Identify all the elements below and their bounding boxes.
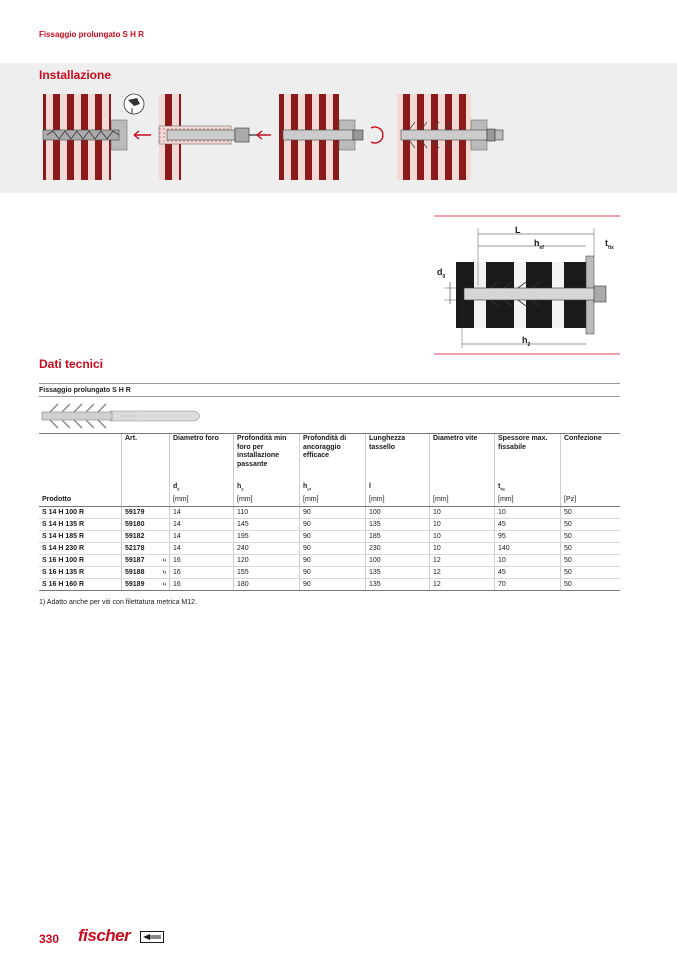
cell-hef: 90 xyxy=(300,578,366,590)
table-row xyxy=(39,530,620,542)
cell-screw: 10 xyxy=(430,530,495,542)
step-1-drill xyxy=(43,94,151,180)
technical-data-title: Dati tecnici xyxy=(39,357,104,371)
cell-hef: 90 xyxy=(300,554,366,566)
col-head-pack: Confezione xyxy=(561,434,621,483)
cell-pack: 50 xyxy=(561,578,621,590)
col-sym-product xyxy=(39,482,122,495)
installation-title: Installazione xyxy=(39,68,112,82)
cell-screw: 12 xyxy=(430,578,495,590)
col-unit-screw: [mm] xyxy=(430,495,495,507)
table-header-symbols xyxy=(39,482,620,495)
page-number: 330 xyxy=(39,932,60,946)
cell-d0: 14 xyxy=(170,530,234,542)
col-unit-pack: [Pz] xyxy=(561,495,621,507)
footnote-marker: 1) xyxy=(162,568,166,574)
cell-h2: 155 xyxy=(234,566,300,578)
dim-label-hef: $h_{ef}$ xyxy=(534,238,544,251)
cell-l: 135 xyxy=(366,578,430,590)
dim-label-h2: $h_2$ xyxy=(522,335,531,348)
cell-hef: 90 xyxy=(300,530,366,542)
step-2-insert-anchor xyxy=(159,94,271,180)
cell-product: S 16 H 135 R xyxy=(39,566,122,578)
cell-hef: 90 xyxy=(300,506,366,518)
brand-logo-icon xyxy=(140,931,164,943)
installation-steps-illustration xyxy=(39,92,519,182)
anchor-product-image xyxy=(40,402,205,430)
col-sym-h2: $h_2$ xyxy=(234,482,300,495)
cell-d0: 14 xyxy=(170,542,234,554)
table-row xyxy=(39,578,620,590)
cell-h2: 240 xyxy=(234,542,300,554)
cell-product: S 16 H 160 R xyxy=(39,578,122,590)
cell-tfix: 45 xyxy=(495,518,561,530)
brand-logo: fischer xyxy=(78,926,131,945)
header-title: Fissaggio prolungato S H R xyxy=(39,30,144,39)
table-row xyxy=(39,542,620,554)
col-head-product xyxy=(39,434,122,483)
col-sym-length: l xyxy=(366,482,430,495)
col-unit-h2: [mm] xyxy=(234,495,300,507)
product-bar: Fissaggio prolungato S H R xyxy=(39,383,620,397)
cell-h2: 195 xyxy=(234,530,300,542)
table-header-units xyxy=(39,495,620,507)
technical-data-table xyxy=(39,433,620,591)
cell-product: S 14 H 135 R xyxy=(39,518,122,530)
table-header-labels xyxy=(39,434,620,483)
cell-h2: 110 xyxy=(234,506,300,518)
cell-d0: 16 xyxy=(170,554,234,566)
col-head-d0: Diametro foro xyxy=(170,434,234,483)
cell-screw: 10 xyxy=(430,506,495,518)
cell-screw: 10 xyxy=(430,518,495,530)
cell-l: 100 xyxy=(366,554,430,566)
cell-screw: 12 xyxy=(430,566,495,578)
cell-art: 59182 xyxy=(122,530,170,542)
col-unit-art xyxy=(122,495,170,507)
footnote: 1) Adatto anche per viti con filettatura metrica M12. xyxy=(39,599,197,606)
cell-tfix: 45 xyxy=(495,566,561,578)
cell-tfix: 95 xyxy=(495,530,561,542)
footnote-marker: 1) xyxy=(162,580,166,586)
cell-d0: 14 xyxy=(170,518,234,530)
cell-tfix: 70 xyxy=(495,578,561,590)
col-sym-d0: $d_0$ xyxy=(170,482,234,495)
cell-hef: 90 xyxy=(300,518,366,530)
cell-screw: 12 xyxy=(430,554,495,566)
col-unit-product: Prodotto xyxy=(39,495,122,507)
cell-art: 59180 xyxy=(122,518,170,530)
cell-tfix: 10 xyxy=(495,554,561,566)
cell-d0: 14 xyxy=(170,506,234,518)
cell-pack: 50 xyxy=(561,554,621,566)
cell-hef: 90 xyxy=(300,542,366,554)
cell-hef: 90 xyxy=(300,566,366,578)
cell-product: S 14 H 100 R xyxy=(39,506,122,518)
footnote-marker: 1) xyxy=(162,556,166,562)
table-row xyxy=(39,506,620,518)
cell-pack: 50 xyxy=(561,530,621,542)
cell-tfix: 10 xyxy=(495,506,561,518)
cell-h2: 120 xyxy=(234,554,300,566)
col-head-screw: Diametro vite xyxy=(430,434,495,483)
step-3-screw xyxy=(279,94,383,180)
cell-l: 185 xyxy=(366,530,430,542)
cell-l: 135 xyxy=(366,566,430,578)
cell-art: 59189 1) xyxy=(122,578,170,590)
cell-pack: 50 xyxy=(561,542,621,554)
cell-d0: 16 xyxy=(170,578,234,590)
cell-pack: 50 xyxy=(561,566,621,578)
cell-product: S 14 H 185 R xyxy=(39,530,122,542)
col-unit-tfix: [mm] xyxy=(495,495,561,507)
cell-pack: 50 xyxy=(561,518,621,530)
col-head-tfix: Spessore max. fissabile xyxy=(495,434,561,483)
col-sym-hef: $h_{ef}$ xyxy=(300,482,366,495)
dim-label-tfix: $t_{fix}$ xyxy=(605,238,614,251)
cell-product: S 16 H 100 R xyxy=(39,554,122,566)
cell-pack: 50 xyxy=(561,506,621,518)
col-sym-screw xyxy=(430,482,495,495)
cell-product: S 14 H 230 R xyxy=(39,542,122,554)
cell-l: 135 xyxy=(366,518,430,530)
col-head-hef: Profondità di ancoraggio efficace xyxy=(300,434,366,483)
step-4-installed xyxy=(397,94,503,180)
col-sym-tfix: $t_{fix}$ xyxy=(495,482,561,495)
table-row xyxy=(39,518,620,530)
cell-l: 230 xyxy=(366,542,430,554)
col-head-length: Lunghezza tassello xyxy=(366,434,430,483)
table-row xyxy=(39,554,620,566)
cell-h2: 145 xyxy=(234,518,300,530)
cell-art: 59187 1) xyxy=(122,554,170,566)
col-head-h2: Profondità min foro per installazione passante xyxy=(234,434,300,483)
cell-art: 59188 1) xyxy=(122,566,170,578)
col-head-art: Art. xyxy=(122,434,170,483)
col-sym-pack xyxy=(561,482,621,495)
cell-art: 59179 xyxy=(122,506,170,518)
cell-d0: 16 xyxy=(170,566,234,578)
cell-h2: 180 xyxy=(234,578,300,590)
dim-label-L: L xyxy=(515,225,521,235)
table-row xyxy=(39,566,620,578)
cell-screw: 10 xyxy=(430,542,495,554)
col-unit-length: [mm] xyxy=(366,495,430,507)
cell-l: 100 xyxy=(366,506,430,518)
col-sym-art xyxy=(122,482,170,495)
cell-tfix: 140 xyxy=(495,542,561,554)
col-unit-hef: [mm] xyxy=(300,495,366,507)
dim-label-d0: $d_0$ xyxy=(437,267,446,280)
cell-art: 52178 xyxy=(122,542,170,554)
col-unit-d0: [mm] xyxy=(170,495,234,507)
